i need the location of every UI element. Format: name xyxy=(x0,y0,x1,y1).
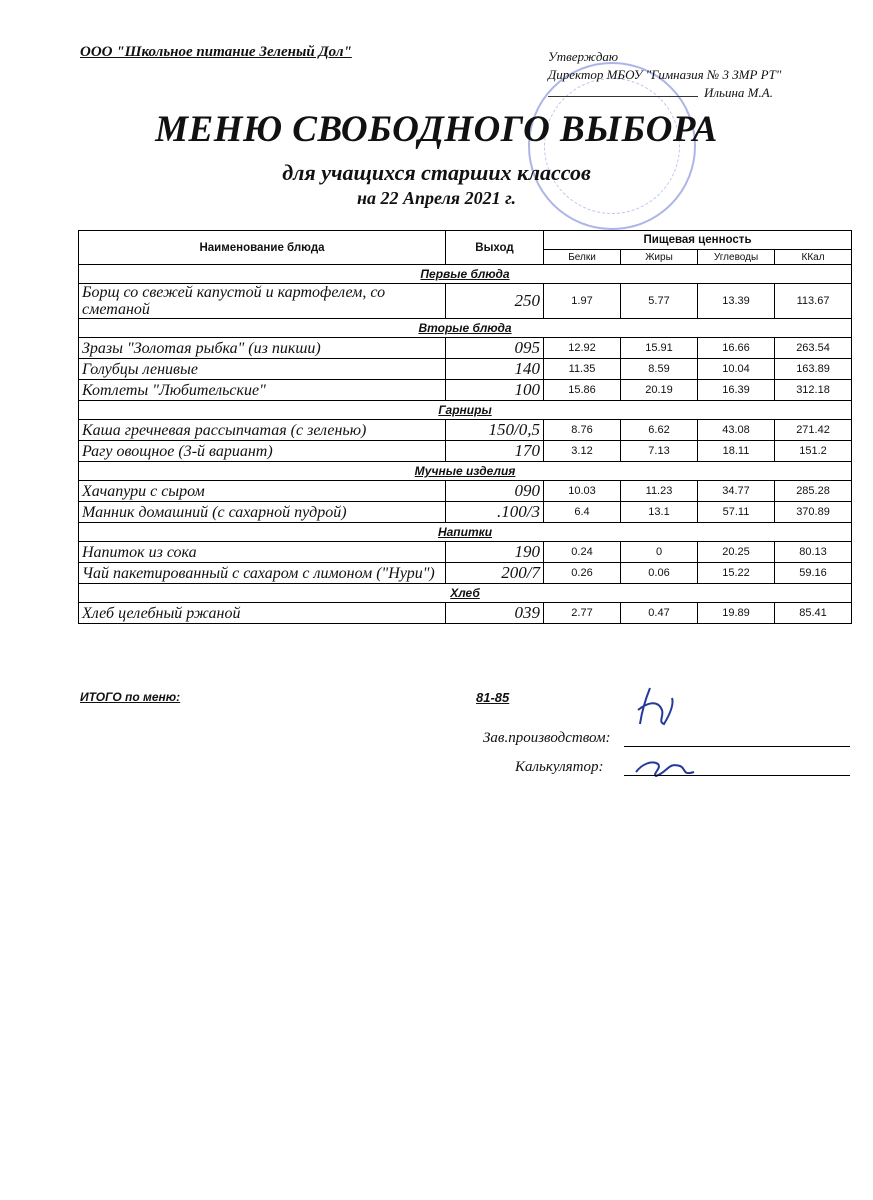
table-row xyxy=(79,284,852,319)
dish-protein: 2.77 xyxy=(544,603,621,624)
approval-block xyxy=(548,48,781,102)
dish-name: Каша гречневая рассыпчатая (с зеленью) xyxy=(79,420,446,441)
dish-carbs: 57.11 xyxy=(698,502,775,523)
header-nutrition: Пищевая ценность xyxy=(544,231,852,250)
approval-line-2: Директор МБОУ "Гимназия № 3 ЗМР РТ" xyxy=(548,67,782,82)
dish-fat: 0.47 xyxy=(621,603,698,624)
dish-protein: 10.03 xyxy=(544,481,621,502)
header-carbs: Углеводы xyxy=(698,250,775,265)
dish-kcal: 263.54 xyxy=(775,338,852,359)
dish-carbs: 15.22 xyxy=(698,563,775,584)
dish-carbs: 16.66 xyxy=(698,338,775,359)
dish-name: Напиток из сока xyxy=(79,542,446,563)
dish-yield: 100 xyxy=(446,380,544,401)
dish-kcal: 285.28 xyxy=(775,481,852,502)
page-title: МЕНЮ СВОБОДНОГО ВЫБОРА xyxy=(155,109,718,150)
dish-fat: 0 xyxy=(621,542,698,563)
table-row xyxy=(79,338,852,359)
table-row xyxy=(79,603,852,624)
dish-yield: 250 xyxy=(446,284,544,319)
dish-carbs: 43.08 xyxy=(698,420,775,441)
dish-name: Хлеб целебный ржаной xyxy=(79,603,446,624)
dish-protein: 11.35 xyxy=(544,359,621,380)
dish-fat: 15.91 xyxy=(621,338,698,359)
dish-name: Рагу овощное (3-й вариант) xyxy=(79,441,446,462)
dish-protein: 1.97 xyxy=(544,284,621,319)
dish-kcal: 85.41 xyxy=(775,603,852,624)
table-row xyxy=(79,502,852,523)
approval-line-1: Утверждаю xyxy=(548,49,619,64)
section-header xyxy=(79,265,852,284)
dish-carbs: 13.39 xyxy=(698,284,775,319)
dish-name: Чай пакетированный с сахаром с лимоном ("Нури") xyxy=(79,563,446,584)
dish-name: Борщ со свежей капустой и картофелем, со сметаной xyxy=(79,284,446,319)
dish-carbs: 19.89 xyxy=(698,603,775,624)
section-title: Хлеб xyxy=(79,584,852,603)
dish-yield: 140 xyxy=(446,359,544,380)
header-yield: Выход xyxy=(446,231,544,265)
dish-fat: 6.62 xyxy=(621,420,698,441)
production-head-signature-line xyxy=(624,745,850,747)
section-header xyxy=(79,401,852,420)
dish-protein: 8.76 xyxy=(544,420,621,441)
dish-yield: 039 xyxy=(446,603,544,624)
dish-carbs: 34.77 xyxy=(698,481,775,502)
dish-kcal: 151.2 xyxy=(775,441,852,462)
section-title: Напитки xyxy=(79,523,852,542)
total-value: 81-85 xyxy=(476,690,510,705)
dish-name: Голубцы ленивые xyxy=(79,359,446,380)
production-head-label: Зав.производством: xyxy=(483,730,611,746)
total-label: ИТОГО по меню: xyxy=(80,690,181,704)
dish-kcal: 312.18 xyxy=(775,380,852,401)
dish-name: Зразы "Золотая рыбка" (из пикши) xyxy=(79,338,446,359)
table-row xyxy=(79,441,852,462)
dish-carbs: 18.11 xyxy=(698,441,775,462)
dish-protein: 0.24 xyxy=(544,542,621,563)
dish-protein: 3.12 xyxy=(544,441,621,462)
dish-kcal: 59.16 xyxy=(775,563,852,584)
dish-kcal: 163.89 xyxy=(775,359,852,380)
header-protein: Белки xyxy=(544,250,621,265)
dish-fat: 20.19 xyxy=(621,380,698,401)
dish-fat: 13.1 xyxy=(621,502,698,523)
dish-carbs: 16.39 xyxy=(698,380,775,401)
section-title: Гарниры xyxy=(79,401,852,420)
header-dish-name: Наименование блюда xyxy=(79,231,446,265)
dish-kcal: 113.67 xyxy=(775,284,852,319)
page-subtitle: для учащихся старших классов xyxy=(282,160,591,185)
table-row xyxy=(79,380,852,401)
menu-table xyxy=(78,230,852,624)
dish-name: Котлеты "Любительские" xyxy=(79,380,446,401)
dish-protein: 12.92 xyxy=(544,338,621,359)
dish-fat: 0.06 xyxy=(621,563,698,584)
table-row xyxy=(79,420,852,441)
section-header xyxy=(79,523,852,542)
dish-yield: 200/7 xyxy=(446,563,544,584)
director-name: Ильина М.А. xyxy=(704,85,773,100)
calculator-signature-line xyxy=(624,774,850,776)
dish-yield: 190 xyxy=(446,542,544,563)
table-row xyxy=(79,542,852,563)
header-kcal: ККал xyxy=(775,250,852,265)
dish-protein: 6.4 xyxy=(544,502,621,523)
organization-name: ООО "Школьное питание Зеленый Дол" xyxy=(80,44,352,60)
section-title: Вторые блюда xyxy=(79,319,852,338)
dish-carbs: 20.25 xyxy=(698,542,775,563)
table-row xyxy=(79,359,852,380)
dish-protein: 0.26 xyxy=(544,563,621,584)
dish-carbs: 10.04 xyxy=(698,359,775,380)
dish-fat: 5.77 xyxy=(621,284,698,319)
dish-name: Манник домашний (с сахарной пудрой) xyxy=(79,502,446,523)
dish-fat: 8.59 xyxy=(621,359,698,380)
dish-name: Хачапури с сыром xyxy=(79,481,446,502)
section-title: Первые блюда xyxy=(79,265,852,284)
dish-yield: 170 xyxy=(446,441,544,462)
section-header xyxy=(79,462,852,481)
dish-yield: 150/0,5 xyxy=(446,420,544,441)
dish-fat: 11.23 xyxy=(621,481,698,502)
dish-fat: 7.13 xyxy=(621,441,698,462)
dish-kcal: 80.13 xyxy=(775,542,852,563)
dish-kcal: 370.89 xyxy=(775,502,852,523)
section-header xyxy=(79,319,852,338)
menu-table-body xyxy=(79,265,852,624)
table-row xyxy=(79,563,852,584)
dish-yield: 095 xyxy=(446,338,544,359)
section-header xyxy=(79,584,852,603)
dish-kcal: 271.42 xyxy=(775,420,852,441)
section-title: Мучные изделия xyxy=(79,462,852,481)
calculator-label: Калькулятор: xyxy=(515,759,604,775)
dish-protein: 15.86 xyxy=(544,380,621,401)
director-signature-line xyxy=(548,84,698,97)
menu-date: на 22 Апреля 2021 г. xyxy=(357,188,516,208)
table-row xyxy=(79,481,852,502)
approval-line-3 xyxy=(548,84,781,102)
header-fat: Жиры xyxy=(621,250,698,265)
dish-yield: 090 xyxy=(446,481,544,502)
dish-yield: .100/3 xyxy=(446,502,544,523)
